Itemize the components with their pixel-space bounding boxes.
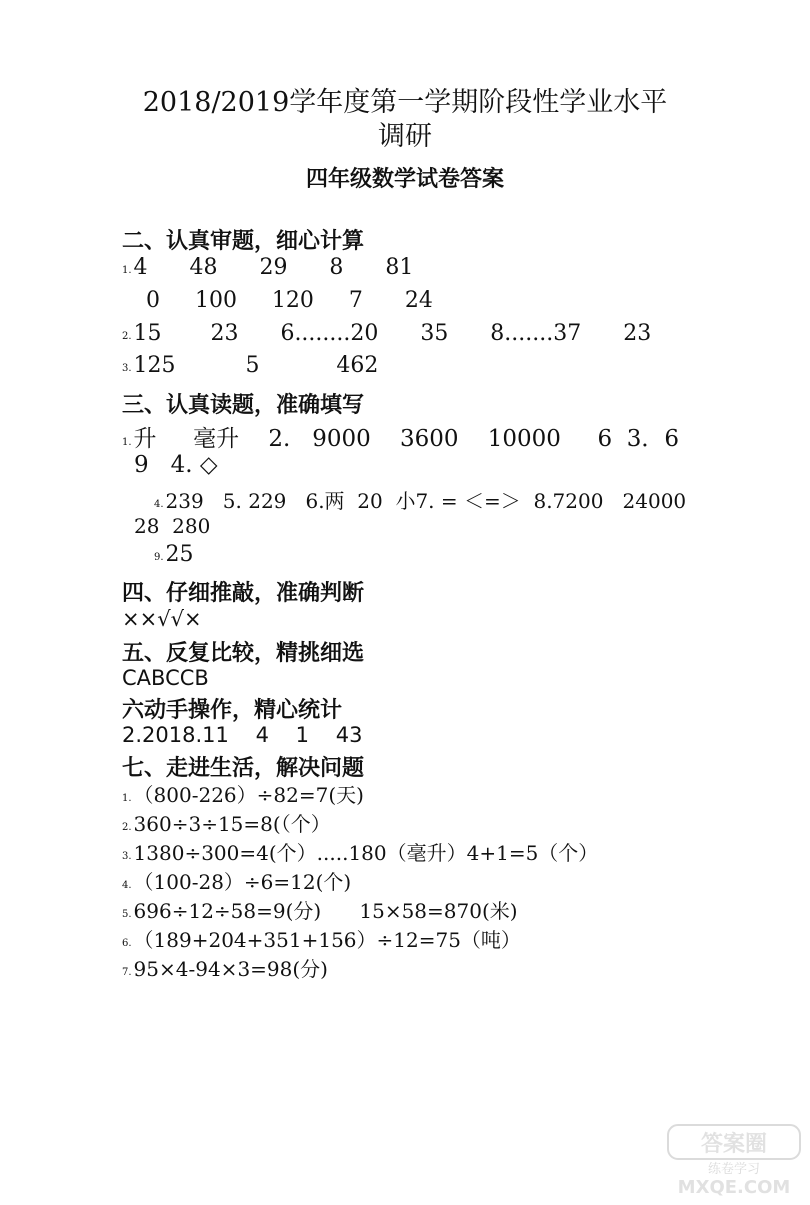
- section7-item: 7. 95×4-94×3=98(分): [122, 957, 328, 981]
- question-number: 2.: [122, 331, 132, 342]
- section7-item: 5. 696÷12÷58=9(分) 15×58=870(米): [122, 899, 518, 923]
- question-number: 6.: [122, 938, 132, 949]
- section4-answer: ××√√×: [122, 607, 202, 631]
- question-number: 3.: [122, 851, 132, 862]
- section7-heading: 七、走进生活，解决问题: [122, 756, 365, 781]
- question-number: 9.: [154, 552, 164, 563]
- section2-q3-row: 3.125 5 462: [122, 353, 379, 378]
- section7-item: 3. 1380÷300=4(个）.....180（毫升）4+1=5（个）: [122, 841, 599, 865]
- section5-heading: 五、反复比较，精挑细选: [122, 641, 365, 666]
- page-subtitle: 四年级数学试卷答案: [305, 167, 504, 192]
- page-title-line2: 调研: [378, 121, 432, 152]
- question-number: 4.: [154, 499, 164, 510]
- section6-answer: 2.2018.11 4 1 43: [122, 723, 363, 747]
- section2-q1-row1: 1.4 48 29 8 81: [122, 255, 414, 280]
- section7-item: 6. （189+204+351+156）÷12=75（吨）: [122, 928, 521, 952]
- section3-row4: 28 280: [134, 514, 211, 538]
- question-number: 1.: [122, 793, 132, 804]
- question-number: 1.: [122, 265, 132, 276]
- question-number: 5.: [122, 909, 132, 920]
- section2-heading: 二、认真审题，细心计算: [122, 229, 365, 254]
- question-number: 1.: [122, 437, 132, 448]
- question-number: 7.: [122, 967, 132, 978]
- section3-row2: 9 4. ◇: [134, 452, 218, 478]
- section7-item: 2. 360÷3÷15=8(（个）: [122, 812, 331, 836]
- question-number: 2.: [122, 822, 132, 833]
- section5-answer: CABCCB: [122, 666, 209, 690]
- section2-q2-row: 2.15 23 6........20 35 8.......37 23: [122, 321, 652, 346]
- section2-q1-row2: 0 100 120 7 24: [146, 288, 433, 313]
- question-number: 4.: [122, 880, 132, 891]
- watermark-bottom-text: MXQE.COM: [677, 1177, 791, 1198]
- section7-item: 4. （100-28）÷6=12(个): [122, 870, 352, 894]
- section3-row5: 9.25: [154, 542, 194, 567]
- section3-heading: 三、认真读题，准确填写: [122, 393, 365, 418]
- section7-item: 1. （800-226）÷82=7(天): [122, 783, 364, 807]
- page-title-line1: 2018/2019学年度第一学期阶段性学业水平: [142, 87, 668, 118]
- section3-row3: 4. 239 5. 229 6.两 20 小7. = ＜=＞ 8.7200 24000: [154, 489, 687, 513]
- section4-heading: 四、仔细推敲，准确判断: [122, 581, 365, 606]
- section6-heading: 六动手操作，精心统计: [122, 698, 343, 723]
- watermark-top-text: 答案圈: [700, 1132, 768, 1157]
- watermark-mid-text: 练卷学习: [707, 1162, 761, 1177]
- question-number: 3.: [122, 363, 132, 374]
- watermark-logo: [664, 1121, 804, 1199]
- section3-row1: 1.升 毫升 2. 9000 3600 10000 6 3．6: [122, 426, 680, 452]
